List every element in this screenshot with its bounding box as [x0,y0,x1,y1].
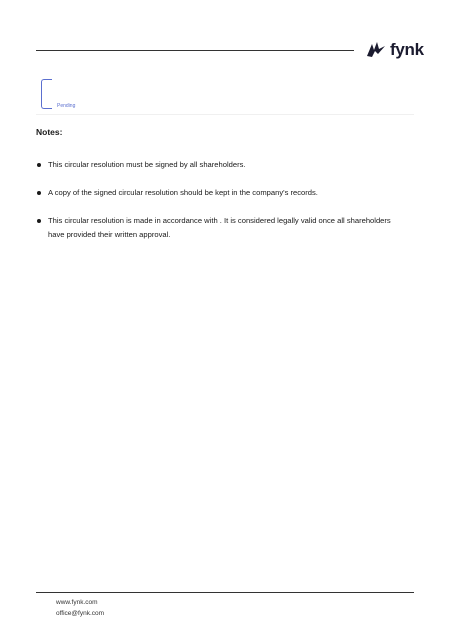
note-text: A copy of the signed circular resolution should be kept in the company's records. [48,188,318,197]
notes-heading: Notes: [36,127,63,137]
note-text: This circular resolution is made in accordance with . It is considered legally valid once all shareholders have provided their written approval. [48,216,391,239]
bullet-icon [37,191,41,195]
bullet-icon [37,163,41,167]
list-item [36,214,406,242]
list-item [36,158,406,172]
footer-website[interactable]: www.fynk.com [56,599,98,606]
header-divider [36,50,354,51]
brand-name: fynk [390,39,424,59]
footer-divider [36,592,414,593]
footer [56,597,104,619]
bullet-icon [37,219,41,223]
signature-divider [36,114,414,115]
brand-logo [366,40,424,58]
notes-list [36,158,406,256]
bird-logo-icon [366,40,386,58]
footer-email[interactable]: office@fynk.com [56,610,105,617]
note-text: This circular resolution must be signed by all shareholders. [48,160,246,169]
signature-bracket [41,79,52,109]
list-item [36,186,406,200]
signature-status: Pending [57,103,76,109]
